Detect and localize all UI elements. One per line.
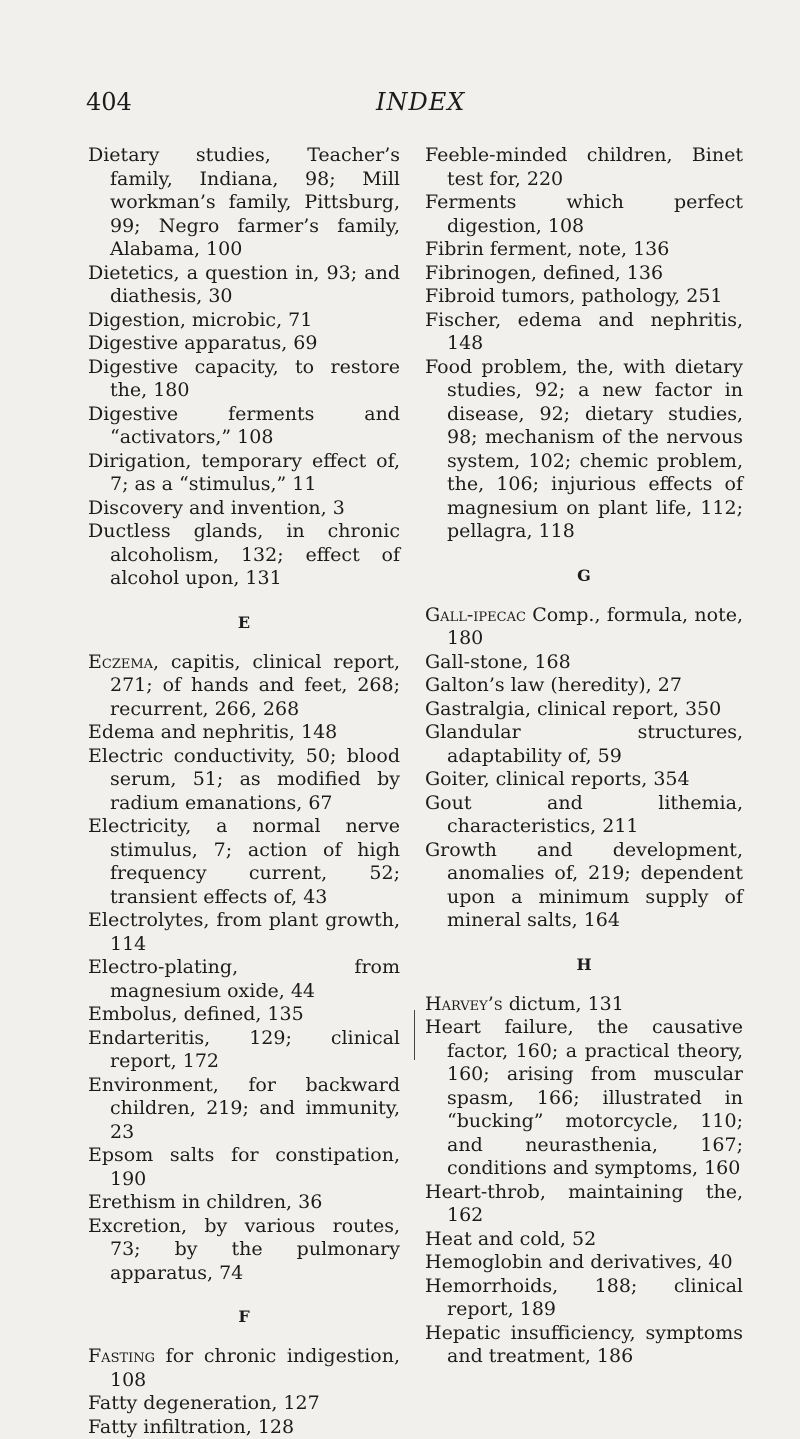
index-entry: Gout and lithemia, characteristics, 211 <box>425 792 743 839</box>
index-entry: Heart-throb, maintaining the, 162 <box>425 1181 743 1228</box>
index-entry: Digestive capacity, to restore the, 180 <box>88 356 400 403</box>
running-head: INDEX <box>376 90 465 114</box>
section-letter-e: E <box>88 613 400 633</box>
index-entry: Hemoglobin and derivatives, 40 <box>425 1251 743 1275</box>
entry-lead: Fasting <box>88 1345 155 1367</box>
entry-rest: for chronic indigestion, 108 <box>110 1345 400 1391</box>
index-entry: Embolus, defined, 135 <box>88 1003 400 1027</box>
index-entry: Ductless glands, in chronic alcoholism, 132; effect of alcohol upon, 131 <box>88 520 400 591</box>
index-entry: Discovery and invention, 3 <box>88 497 400 521</box>
index-entry: Fischer, edema and nephritis, 148 <box>425 309 743 356</box>
index-entry: Ferments which perfect digestion, 108 <box>425 191 743 238</box>
column-rule <box>414 1010 415 1060</box>
index-entry <box>88 651 400 722</box>
index-entry: Excretion, by various routes, 73; by the pulmonary apparatus, 74 <box>88 1215 400 1286</box>
index-entry: Erethism in children, 36 <box>88 1191 400 1215</box>
left-column <box>88 144 400 1439</box>
index-entry: Glandular structures, adaptability of, 59 <box>425 721 743 768</box>
entry-lead: Eczema <box>88 651 153 673</box>
index-entry: Digestive apparatus, 69 <box>88 332 400 356</box>
index-entry: Digestive ferments and “activators,” 108 <box>88 403 400 450</box>
entry-rest: dictum, 131 <box>503 993 624 1015</box>
index-entry: Food problem, the, with dietary studies, 92; a new factor in disease, 92; dietary studies, 98; mechanism of the nervous system, 102; chemic problem, the, 106; injurious effects of magnesium on plant life, 112; pellagra, 118 <box>425 356 743 544</box>
entry-lead: Gall-ipecac <box>425 604 526 626</box>
index-entry: Fibroid tumors, pathology, 251 <box>425 285 743 309</box>
page-header <box>86 90 736 122</box>
index-entry: Feeble-minded children, Binet test for, 220 <box>425 144 743 191</box>
index-entry: Electro-plating, from magnesium oxide, 44 <box>88 956 400 1003</box>
section-letter-g: G <box>425 566 743 586</box>
right-column <box>425 144 743 1369</box>
index-entry: Epsom salts for constipation, 190 <box>88 1144 400 1191</box>
section-letter-f: F <box>88 1307 400 1327</box>
index-entry: Hepatic insufficiency, symptoms and treatment, 186 <box>425 1322 743 1369</box>
index-entry: Fibrinogen, defined, 136 <box>425 262 743 286</box>
entry-lead: Harvey’s <box>425 993 503 1015</box>
index-entry: Electric conductivity, 50; blood serum, 51; as modified by radium emanations, 67 <box>88 745 400 816</box>
index-entry: Electricity, a normal nerve stimulus, 7; action of high frequency current, 52; transient effects of, 43 <box>88 815 400 909</box>
index-entry: Galton’s law (heredity), 27 <box>425 674 743 698</box>
index-entry: Dietary studies, Teacher’s family, Indiana, 98; Mill workman’s family, Pittsburg, 99; Negro farmer’s family, Alabama, 100 <box>88 144 400 262</box>
index-entry: Heart failure, the causative factor, 160; a practical theory, 160; arising from muscular spasm, 166; illustrated in “bucking” motorcycle, 110; and neurasthenia, 167; conditions and symptoms, 160 <box>425 1016 743 1181</box>
index-entry: Heat and cold, 52 <box>425 1228 743 1252</box>
entry-rest: , capitis, clinical report, 271; of hands and feet, 268; recurrent, 266, 268 <box>110 651 400 720</box>
section-letter-h: H <box>425 955 743 975</box>
index-entry <box>425 604 743 651</box>
page-number: 404 <box>86 90 132 114</box>
index-entry: Goiter, clinical reports, 354 <box>425 768 743 792</box>
index-entry: Fibrin ferment, note, 136 <box>425 238 743 262</box>
index-entry: Hemorrhoids, 188; clinical report, 189 <box>425 1275 743 1322</box>
index-entry: Digestion, microbic, 71 <box>88 309 400 333</box>
index-entry <box>425 993 743 1017</box>
index-entry: Dietetics, a question in, 93; and diathesis, 30 <box>88 262 400 309</box>
index-entry: Fatty infiltration, 128 <box>88 1416 400 1439</box>
index-entry: Electrolytes, from plant growth, 114 <box>88 909 400 956</box>
entry-rest: Comp., formula, note, 180 <box>447 604 743 650</box>
index-entry: Endarteritis, 129; clinical report, 172 <box>88 1027 400 1074</box>
index-entry: Dirigation, temporary effect of, 7; as a “stimulus,” 11 <box>88 450 400 497</box>
index-entry: Growth and development, anomalies of, 219; dependent upon a minimum supply of mineral salts, 164 <box>425 839 743 933</box>
index-entry: Gastralgia, clinical report, 350 <box>425 698 743 722</box>
index-entry: Fatty degeneration, 127 <box>88 1392 400 1416</box>
index-entry <box>88 1345 400 1392</box>
index-entry: Edema and nephritis, 148 <box>88 721 400 745</box>
index-entry: Gall-stone, 168 <box>425 651 743 675</box>
index-entry: Environment, for backward children, 219; and immunity, 23 <box>88 1074 400 1145</box>
